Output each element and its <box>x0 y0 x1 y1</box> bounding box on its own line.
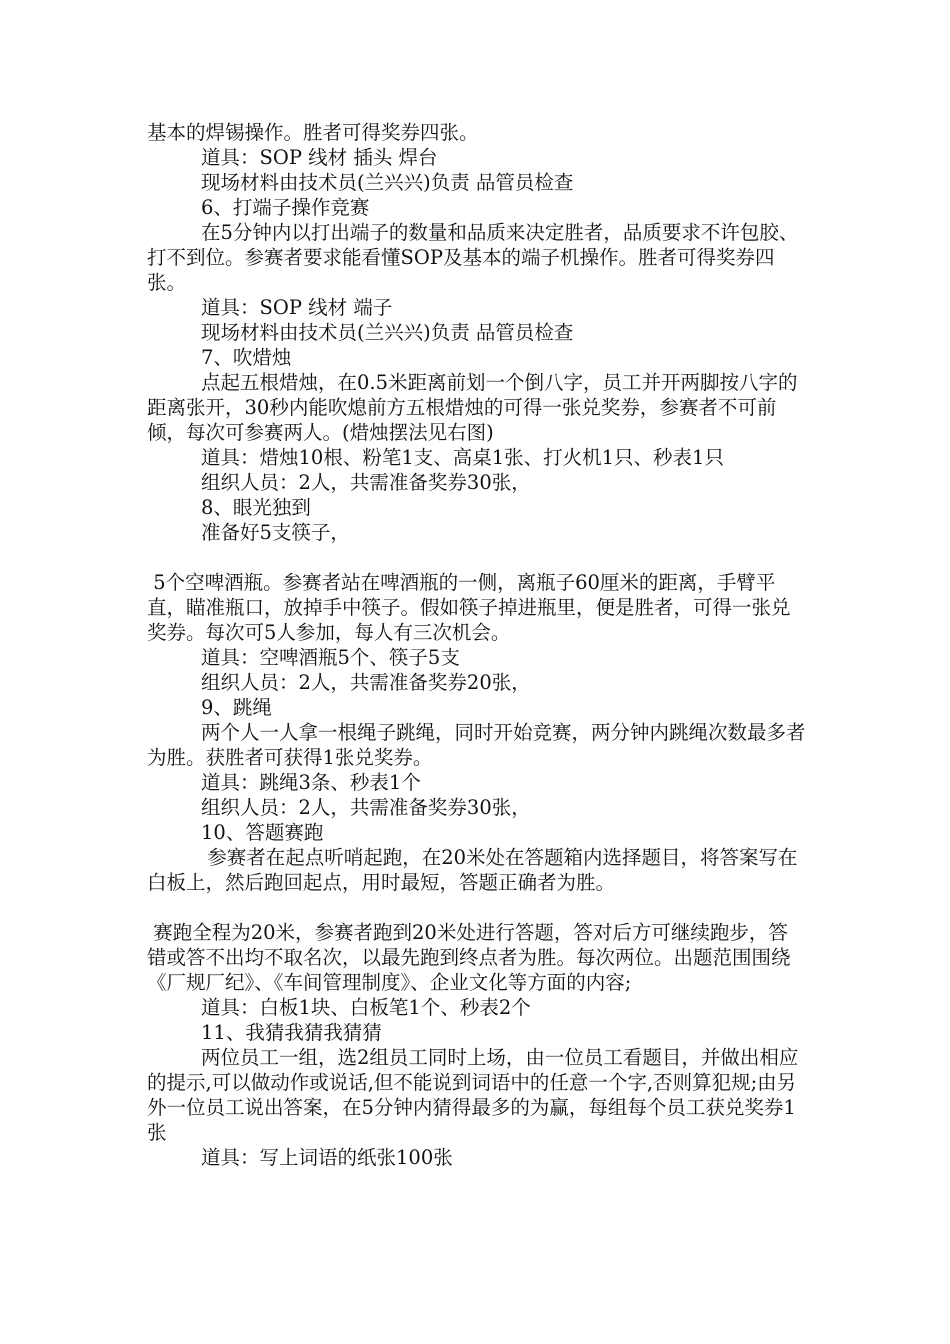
text-line: 道具：写上词语的纸张100张 <box>201 1146 453 1169</box>
text-line: 组织人员：2人，共需准备奖券30张， <box>201 471 531 494</box>
text-line: 现场材料由技术员(兰兴兴)负责 品管员检查 <box>201 321 574 344</box>
document-body <box>147 120 807 1170</box>
text-line: 道具：白板1块、白板笔1个、秒表2个 <box>201 996 531 1019</box>
section-heading: 9、跳绳 <box>201 696 272 719</box>
text-line: 道具：SOP 线材 插头 焊台 <box>201 146 438 169</box>
paragraph: 道具：焟烛10根、粉笔1支、高桌1张、打火机1只、秒表1只 <box>201 446 724 469</box>
text-line: 组织人员：2人，共需准备奖券30张， <box>201 796 531 819</box>
paragraph: 赛跑全程为20米，参赛者跑到20米处进行答题，答对后方可继续跑步，答错或答不出均不取名次，以最先跑到终点者为胜。每次两位。出题范围围绕《厂规厂纪》、《车间管理制度》、企业文化等方面的内容; <box>147 921 791 994</box>
blank-line <box>147 895 807 920</box>
paragraph: 点起五根焟烛，在0.5米距离前划一个倒八字，员工并开两脚按八字的距离张开，30秒内能吹熄前方五根焟烛的可得一张兑奖券，参赛者不可前倾，每次可参赛两人。(焟烛摆法见右图) <box>147 371 798 444</box>
text-line: 准备好5支筷子， <box>201 521 350 544</box>
text-line: 现场材料由技术员(兰兴兴)负责 品管员检查 <box>201 171 574 194</box>
text-line: 道具：SOP 线材 端子 <box>201 296 393 319</box>
section-heading: 6、打端子操作竞赛 <box>201 196 370 219</box>
blank-line <box>147 545 807 570</box>
paragraph: 参赛者在起点听哨起跑，在20米处在答题箱内选择题目，将答案写在白板上，然后跑回起点，用时最短，答题正确者为胜。 <box>147 846 798 894</box>
section-heading: 10、答题赛跑 <box>201 821 324 844</box>
section-heading: 8、眼光独到 <box>201 496 311 519</box>
text-line: 道具：空啤酒瓶5个、筷子5支 <box>201 646 460 669</box>
paragraph: 在5分钟内以打出端子的数量和品质来决定胜者，品质要求不许包胶、打不到位。参赛者要求能看懂SOP及基本的端子机操作。胜者可得奖券四张。 <box>147 221 799 294</box>
paragraph: 5个空啤酒瓶。参赛者站在啤酒瓶的一侧，离瓶子60厘米的距离，手臂平直，瞄准瓶口，放掉手中筷子。假如筷子掉进瓶里，便是胜者，可得一张兑奖券。每次可5人参加，每人有三次机会。 <box>147 571 791 644</box>
paragraph: 两位员工一组，选2组员工同时上场，由一位员工看题目，并做出相应的提示,可以做动作或说话,但不能说到词语中的任意一个字,否则算犯规;由另外一位员工说出答案，在5分钟内猜得最多的为赢，每组每个员工获兑奖券1张 <box>147 1046 799 1144</box>
section-heading: 7、吹焟烛 <box>201 346 292 369</box>
section-heading: 11、我猜我猜我猜猜 <box>201 1021 382 1044</box>
text-line: 基本的焊锡操作。胜者可得奖券四张。 <box>147 121 479 144</box>
text-line: 道具：跳绳3条、秒表1个 <box>201 771 421 794</box>
text-line: 组织人员：2人，共需准备奖券20张， <box>201 671 531 694</box>
paragraph: 两个人一人拿一根绳子跳绳，同时开始竞赛，两分钟内跳绳次数最多者为胜。获胜者可获得1张兑奖券。 <box>147 721 806 769</box>
